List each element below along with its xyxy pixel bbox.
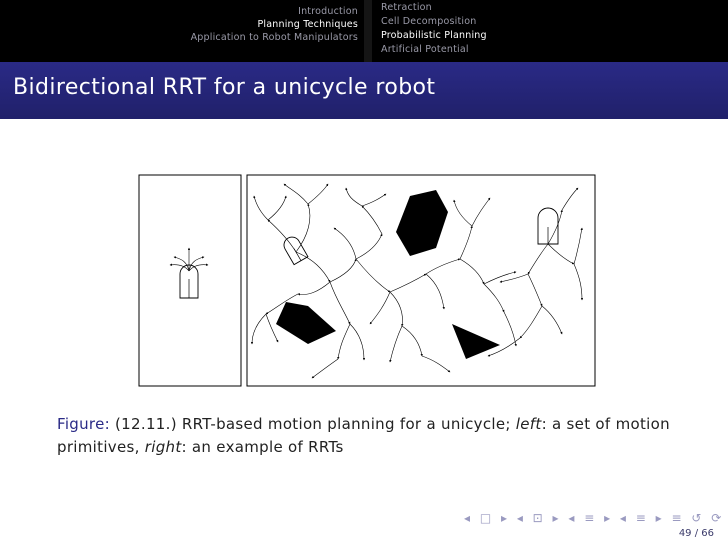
page-number: 49 / 66 (678, 528, 714, 539)
caption-text-3: : an example of RRTs (181, 438, 344, 456)
nav-subsection-retraction[interactable]: Retraction (381, 2, 432, 13)
nav-subsection-probabilistic-planning[interactable]: Probabilistic Planning (381, 30, 487, 41)
nav-subsection-cell-decomposition[interactable]: Cell Decomposition (381, 16, 477, 27)
header-bar (0, 0, 728, 62)
figure-label: Figure: (57, 415, 110, 433)
caption-italic-right: right (144, 438, 182, 456)
caption-text-2: : a set of motion primitives, (57, 415, 670, 456)
figure (138, 174, 596, 388)
nav-section-introduction[interactable]: Introduction (298, 6, 358, 17)
rrt-example-panel (247, 175, 595, 386)
title-bar (0, 62, 728, 119)
caption-text-1: (12.11.) RRT-based motion planning for a unicycle; (115, 415, 511, 433)
nav-subsection-artificial-potential[interactable]: Artificial Potential (381, 44, 469, 55)
section-nav (0, 5, 358, 44)
beamer-navigation-icons[interactable]: ◂ □ ▸ ◂ ⊡ ▸ ◂ ≡ ▸ ◂ ≡ ▸ ≡ ↺ ⟳ (464, 511, 725, 525)
figure-caption (57, 413, 677, 459)
motion-primitives-panel (139, 175, 241, 386)
caption-italic-left: left (515, 415, 542, 433)
nav-section-robot-manipulators[interactable]: Application to Robot Manipulators (190, 32, 358, 43)
slide-title: Bidirectional RRT for a unicycle robot (13, 75, 436, 100)
nav-section-planning-techniques[interactable]: Planning Techniques (257, 19, 358, 30)
subsection-nav (381, 1, 487, 57)
nav-divider (364, 0, 372, 62)
